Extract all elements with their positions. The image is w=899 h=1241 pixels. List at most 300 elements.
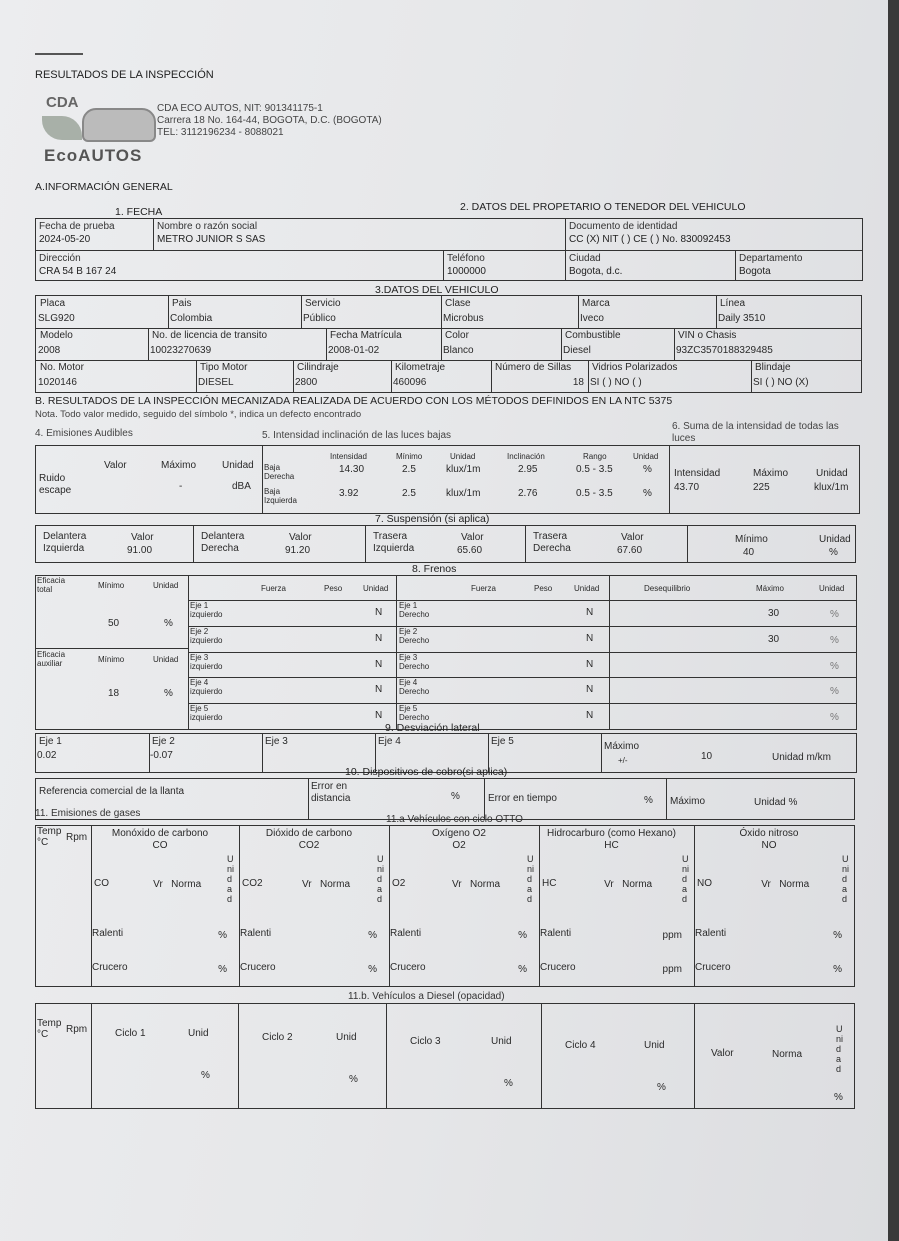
brakes-left-fuerza-header: Fuerza (261, 584, 286, 593)
suspension-item-label: Trasera Izquierda (373, 531, 415, 554)
brakes-total-minimo-header: Mínimo (98, 581, 125, 590)
company-name: CDA ECO AUTOS, NIT: 901341175-1 (157, 103, 323, 114)
vehicle-field-label: Cilindraje (297, 362, 339, 373)
deviation-axle-label: Eje 4 (378, 736, 401, 747)
general-info-table (35, 218, 863, 281)
noise-label: Ruido escape (39, 473, 72, 496)
brake-right-unit: N (586, 632, 594, 644)
suspension-item (529, 527, 684, 561)
vehicle-field-value: Daily 3510 (718, 313, 766, 324)
gas-norma-label: Norma (779, 879, 810, 890)
doc-title: RESULTADOS DE LA INSPECCIÓN (35, 69, 214, 81)
gas-code-header: O2 (452, 840, 466, 851)
gas-norma-label: Norma (320, 879, 351, 890)
noise-valor-header: Valor (104, 460, 127, 471)
gas-name: Oxígeno O2 (432, 828, 486, 839)
gas-ralenti-unit: % (833, 930, 842, 941)
meters-unidad-label: Unidad % (754, 797, 798, 808)
noise-maximo-header: Máximo (161, 460, 197, 471)
divider (601, 734, 602, 772)
suspension-valor-label: Valor (621, 532, 644, 543)
vehicle-field-label: Clase (445, 298, 471, 309)
vehicle-field-cell (36, 296, 168, 328)
brake-right-axle-label: Eje 4 Derecho (399, 678, 430, 697)
light-inclinacion-value: 2.95 (518, 464, 538, 475)
vehicle-field-cell (441, 296, 578, 328)
vehicle-field-value: Microbus (443, 313, 484, 324)
vehicle-field-value: 10023270639 (150, 345, 212, 356)
vehicle-field-cell (674, 328, 861, 360)
gas-crucero-unit: % (833, 964, 842, 975)
suspension-item-cell (526, 526, 688, 563)
brakes-left-peso-header: Peso (324, 584, 343, 593)
diesel-cycle-pct: % (201, 1070, 210, 1081)
deviation-pm: +/- (618, 756, 628, 765)
light-sum-unidad-label: Unidad (816, 468, 848, 479)
light-intensidad-value: 3.92 (339, 488, 359, 499)
diesel-table (35, 1003, 855, 1109)
divider (541, 1004, 542, 1108)
company-logo (42, 94, 160, 166)
meters-tiempo-label: Error en tiempo (488, 793, 557, 804)
divider (188, 600, 856, 601)
vehicle-field-value: 93ZC3570188329485 (676, 345, 773, 356)
suspension-item-label: Delantera Derecha (201, 531, 245, 554)
brakes-table (35, 575, 857, 730)
light-minimo-value: 2.5 (402, 488, 416, 499)
brake-left-unit: N (375, 607, 383, 618)
noise-unidad-header: Unidad (222, 460, 254, 471)
gas-crucero-label: Crucero (240, 962, 276, 973)
gas-ralenti-label: Ralenti (540, 928, 572, 939)
suspension-item (369, 527, 522, 561)
brake-left-axle-label: Eje 3 izquierdo (190, 652, 223, 671)
gas-vr-label: Vr (604, 879, 614, 890)
gas-code: CO2 (242, 878, 263, 889)
gas-ralenti-unit: % (518, 930, 527, 941)
gas-vr-label: Vr (302, 879, 312, 890)
vehicle-field-value: 2008-01-02 (328, 345, 380, 356)
vehicle-field-value: SLG920 (38, 313, 75, 324)
vehicle-field-label: Color (445, 330, 469, 341)
departamento-value: Bogota (739, 266, 771, 277)
brake-left-unit: N (375, 710, 383, 722)
gas-crucero-label: Crucero (695, 962, 731, 973)
brake-right-axle-label: Eje 2 Derecho (399, 626, 430, 645)
divider (188, 703, 856, 704)
brakes-total-unidad-header: Unidad (153, 581, 179, 590)
brake-left-axle-label: Eje 1 izquierdo (190, 601, 223, 619)
deviation-maximo-label: Máximo (604, 741, 640, 752)
brake-right-unit: N (586, 658, 594, 670)
lights-title: 5. Intensidad inclinación de las luces bajas (262, 430, 452, 441)
diesel-cycle-pct: % (349, 1074, 358, 1085)
brake-left-unit: N (375, 632, 383, 644)
vehicle-field-value: 18 (572, 377, 584, 388)
gas-ralenti-label: Ralenti (390, 928, 422, 939)
brakes-left-unidad-header: Unidad (363, 584, 389, 593)
company-phone: TEL: 3112196234 - 8088021 (157, 127, 284, 138)
deviation-axle-value: -0.07 (150, 750, 173, 761)
suspension-item-value: 65.60 (457, 545, 483, 556)
gas-crucero-unit: % (218, 964, 227, 975)
noise-title: 4. Emisiones Audibles (35, 428, 133, 439)
suspension-item-label: Trasera Derecha (533, 531, 571, 554)
divider (694, 1004, 695, 1108)
gas-code: HC (542, 878, 557, 889)
brakes-aux-unidad-header: Unidad (153, 655, 179, 664)
vehicle-field-value: SI ( ) NO ( ) (590, 377, 642, 388)
suspension-item-cell (366, 526, 526, 563)
vehicle-field-cell (441, 328, 561, 360)
suspension-item-value: 67.60 (617, 545, 643, 556)
vehicle-field-value: 2800 (295, 377, 318, 388)
suspension-item-label: Delantera Izquierda (43, 531, 87, 554)
car-icon (82, 108, 156, 142)
divider (262, 734, 263, 772)
brake-left-unit: N (375, 684, 383, 696)
gas-crucero-label: Crucero (92, 962, 128, 973)
vehicle-field-label: Tipo Motor (200, 362, 248, 373)
company-address: Carrera 18 No. 164-44, BOGOTA, D.C. (BOGOTA) (157, 115, 382, 126)
vehicle-field-label: Número de Sillas (495, 362, 572, 373)
suspension-minimo-value: 40 (743, 547, 755, 558)
gas-column (539, 826, 694, 986)
diesel-title: 11.b. Vehículos a Diesel (opacidad) (348, 991, 505, 1002)
gas-ralenti-unit: % (218, 930, 227, 941)
vehicle-field-label: Placa (40, 298, 66, 309)
divider (188, 652, 856, 653)
deviation-axle-value: 0.02 (37, 750, 57, 761)
vehicle-field-value: Público (303, 313, 336, 324)
deviation-maximo-value: 10 (701, 751, 713, 762)
ciudad-cell (566, 251, 736, 281)
divider (386, 1004, 387, 1108)
gas-norma-label: Norma (171, 879, 202, 890)
brakes-right-peso-header: Peso (534, 584, 553, 593)
brake-max-value: 30 (768, 633, 780, 645)
vehicle-field-label: Blindaje (755, 362, 791, 373)
gas-unidad-vertical: Unidad (682, 854, 690, 904)
diesel-rpm-label: Rpm (66, 1024, 88, 1035)
light-unidad-value: klux/1m (446, 464, 481, 475)
brake-left-axle-label: Eje 2 izquierdo (190, 626, 223, 645)
vehicle-field-value: Iveco (580, 313, 604, 324)
gas-unidad-vertical: Unidad (527, 854, 535, 904)
gas-norma-label: Norma (622, 879, 653, 890)
gas-crucero-label: Crucero (390, 962, 426, 973)
otto-title: 11.a Vehículos con ciclo OTTO (386, 814, 523, 825)
light-sum-unidad-value: klux/1m (814, 482, 849, 493)
noise-unit-value: dBA (232, 481, 251, 492)
diesel-cycle-pct: % (504, 1078, 513, 1089)
light-intensidad-value: 14.30 (339, 464, 365, 475)
light-sum-intensidad-label: Intensidad (674, 468, 721, 479)
diesel-valor-label: Valor (711, 1048, 734, 1059)
brake-left-axle-label: Eje 5 izquierdo (190, 704, 223, 723)
brake-right-unit: N (586, 710, 594, 722)
gas-unidad-vertical: Unidad (377, 854, 385, 904)
diesel-temp-label: Temp °C (37, 1018, 62, 1040)
light-unidad-value: klux/1m (446, 488, 481, 499)
section-b-title: B. RESULTADOS DE LA INSPECCIÓN MECANIZADA REALIZADA DE ACUERDO CON LOS MÉTODOS DEFINIDOS EN LA NTC 5375 (35, 395, 673, 407)
light-unidad2-value: % (643, 488, 652, 499)
gas-column (239, 826, 389, 986)
vehicle-field-cell (716, 296, 861, 328)
brake-unit: % (830, 686, 839, 698)
gas-crucero-label: Crucero (540, 962, 576, 973)
diesel-cycle-unid: Unid (336, 1032, 357, 1043)
gas-crucero-unit: ppm (662, 964, 682, 975)
gas-norma-label: Norma (470, 879, 501, 890)
gas-name: Óxido nitroso (739, 828, 799, 839)
gas-crucero-unit: % (368, 964, 377, 975)
vehicle-field-cell (36, 328, 148, 360)
documento-label: Documento de identidad (569, 221, 678, 232)
light-row-label: Baja Derecha (264, 463, 295, 481)
fecha-title: 1. FECHA (115, 206, 163, 218)
vehicle-field-cell (301, 296, 441, 328)
light-row-label: Baja Izquierda (264, 487, 297, 505)
vehicle-field-cell (391, 360, 491, 392)
noise-lights-table (35, 445, 860, 514)
vehicle-field-value: 1020146 (38, 377, 77, 388)
nombre-label: Nombre o razón social (157, 221, 258, 232)
diesel-cycle-unid: Unid (644, 1040, 665, 1051)
vehicle-field-label: No. de licencia de transito (152, 330, 268, 341)
vehicle-field-cell (293, 360, 391, 392)
owner-title: 2. DATOS DEL PROPETARIO O TENEDOR DEL VEHICULO (460, 201, 746, 213)
section-b-note: Nota. Todo valor medido, seguido del símbolo *, indica un defecto encontrado (35, 409, 362, 420)
meters-ref-label: Referencia comercial de la llanta (39, 786, 185, 797)
divider (188, 626, 856, 627)
brakes-total-unit: % (164, 618, 173, 629)
nombre-cell (154, 219, 566, 251)
diesel-unidad-pct: % (834, 1092, 843, 1103)
vehicle-field-cell (168, 296, 301, 328)
brakes-maximo-header: Máximo (756, 584, 785, 593)
brakes-aux-unit: % (164, 688, 173, 699)
vehicle-title: 3.DATOS DEL VEHICULO (375, 284, 499, 296)
divider (484, 779, 485, 819)
suspension-minimo-cell (688, 526, 856, 563)
divider (666, 779, 667, 819)
suspension-unidad-value: % (829, 547, 838, 558)
documento-value: CC (X) NIT ( ) CE ( ) No. 830092453 (569, 234, 731, 245)
vehicle-field-label: Fecha Matrícula (330, 330, 402, 341)
diesel-norma-label: Norma (772, 1049, 803, 1060)
divider (36, 648, 188, 649)
gas-code-header: CO (152, 840, 168, 851)
ciudad-label: Ciudad (569, 253, 601, 264)
gas-crucero-unit: % (518, 964, 527, 975)
fecha-cell (36, 219, 154, 251)
lights-header-inclinacion: Inclinación (507, 452, 545, 461)
gas-ralenti-label: Ralenti (695, 928, 727, 939)
lights-header-unidad2: Unidad (633, 452, 659, 461)
vehicle-field-cell (148, 328, 326, 360)
section-a-title: A.INFORMACIÓN GENERAL (35, 181, 173, 193)
meters-dist-label: Error en distancia (311, 781, 351, 804)
gas-ralenti-unit: % (368, 930, 377, 941)
suspension-item-value: 91.00 (127, 545, 153, 556)
gas-ralenti-label: Ralenti (92, 928, 124, 939)
suspension-item-value: 91.20 (285, 545, 311, 556)
vehicle-field-cell (578, 296, 716, 328)
gas-vr-label: Vr (153, 879, 163, 890)
lights-header-intensidad: Intensidad (330, 452, 367, 461)
gas-code: O2 (392, 878, 406, 889)
gas-ralenti-label: Ralenti (240, 928, 272, 939)
fecha-label: Fecha de prueba (39, 221, 115, 232)
suspension-title: 7. Suspensión (si aplica) (375, 513, 490, 525)
suspension-table (35, 525, 856, 563)
brake-right-axle-label: Eje 1 Derecho (399, 601, 430, 619)
suspension-item-cell (194, 526, 366, 563)
brakes-aux-minimo-header: Mínimo (98, 655, 125, 664)
gas-name: Dióxido de carbono (265, 828, 353, 839)
brake-right-unit: N (586, 607, 594, 618)
light-unidad2-value: % (643, 464, 652, 475)
diesel-cycle-label: Ciclo 2 (262, 1032, 293, 1043)
brakes-total-label: Eficacia total (37, 576, 66, 594)
light-sum-title: 6. Suma de la intensidad de todas las luces (672, 421, 839, 444)
vehicle-field-value: Colombia (170, 313, 213, 324)
otto-table (35, 825, 855, 987)
direccion-cell (36, 251, 444, 281)
lights-header-unidad: Unidad (450, 452, 476, 461)
suspension-valor-label: Valor (289, 532, 312, 543)
lights-header-rango: Rango (583, 452, 607, 461)
top-dash (35, 53, 83, 55)
vehicle-field-label: Modelo (40, 330, 73, 341)
brake-left-unit: N (375, 658, 383, 670)
diesel-cycle-unid: Unid (491, 1036, 512, 1047)
diesel-cycle-label: Ciclo 3 (410, 1036, 441, 1047)
suspension-valor-label: Valor (131, 532, 154, 543)
deviation-unidad: Unidad m/km (772, 752, 831, 763)
vehicle-field-cell (326, 328, 441, 360)
gas-code-header: NO (761, 840, 777, 851)
direccion-value: CRA 54 B 167 24 (39, 266, 117, 277)
vehicle-field-value: SI ( ) NO (X) (753, 377, 809, 388)
brake-right-axle-label: Eje 5 Derecho (399, 704, 430, 723)
meters-dist-unit: % (451, 791, 460, 802)
diesel-cycle-unid: Unid (188, 1028, 209, 1039)
gas-unidad-vertical: Unidad (842, 854, 850, 904)
light-inclinacion-value: 2.76 (518, 488, 538, 499)
vehicle-field-cell (561, 328, 674, 360)
light-sum-maximo-value: 225 (753, 482, 770, 493)
brakes-right-fuerza-header: Fuerza (471, 584, 496, 593)
suspension-valor-label: Valor (461, 532, 484, 543)
brake-right-unit: N (586, 684, 594, 696)
divider (669, 446, 670, 513)
direccion-label: Dirección (39, 253, 81, 264)
documento-cell (566, 219, 863, 251)
gas-column (91, 826, 239, 986)
gas-unidad-vertical: Unidad (227, 854, 235, 904)
gas-code: NO (697, 878, 712, 889)
ciudad-value: Bogota, d.c. (569, 266, 623, 277)
vehicle-field-value: 460096 (393, 377, 427, 388)
light-sum-maximo-label: Máximo (753, 468, 789, 479)
deviation-axle-label: Eje 3 (265, 736, 288, 747)
brake-right-axle-label: Eje 3 Derecho (399, 652, 430, 671)
vehicle-field-value: 2008 (38, 345, 61, 356)
lights-section (263, 446, 669, 513)
meters-tiempo-unit: % (644, 795, 653, 806)
gas-code-header: CO2 (298, 840, 320, 851)
light-sum-intensidad-value: 43.70 (674, 482, 700, 493)
vehicle-field-cell (751, 360, 861, 392)
vehicle-field-label: Combustible (565, 330, 621, 341)
departamento-label: Departamento (739, 253, 803, 264)
nombre-value: METRO JUNIOR S SAS (157, 234, 266, 245)
diesel-cycle-label: Ciclo 4 (565, 1040, 596, 1051)
gas-column (389, 826, 539, 986)
brake-unit: % (830, 712, 839, 724)
brake-max-value: 30 (768, 608, 780, 619)
otto-rpm-label: Rpm (66, 832, 88, 843)
brakes-unidad-header: Unidad (819, 584, 845, 593)
telefono-cell (444, 251, 566, 281)
brakes-title: 8. Frenos (412, 563, 457, 575)
leaf-icon (42, 116, 82, 140)
divider (308, 779, 309, 819)
suspension-unidad-label: Unidad (819, 534, 851, 545)
vehicle-field-label: Línea (720, 298, 746, 309)
brake-left-axle-label: Eje 4 izquierdo (190, 678, 223, 697)
brakes-right-unidad-header: Unidad (574, 584, 600, 593)
vehicle-field-value: DIESEL (198, 377, 234, 388)
light-minimo-value: 2.5 (402, 464, 416, 475)
vehicle-field-label: Servicio (305, 298, 341, 309)
logo-text-top: CDA (46, 94, 79, 111)
suspension-item (197, 527, 362, 561)
meters-title: 10. Dispositivos de cobro(si aplica) (345, 766, 508, 778)
brake-unit: % (830, 609, 839, 620)
logo-text-bottom: EcoAUTOS (44, 146, 143, 165)
vehicle-field-cell (196, 360, 293, 392)
departamento-cell (736, 251, 863, 281)
gas-vr-label: Vr (452, 879, 462, 890)
light-rango-value: 0.5 - 3.5 (576, 488, 613, 499)
vehicle-field-label: Pais (172, 298, 192, 309)
light-rango-value: 0.5 - 3.5 (576, 464, 613, 475)
vehicle-field-cell (36, 360, 196, 392)
gas-name: Monóxido de carbono (111, 828, 209, 839)
diesel-unidad-vertical: Unidad (836, 1024, 844, 1074)
brake-unit: % (830, 634, 839, 646)
deviation-axle-label: Eje 2 (152, 736, 175, 747)
lights-header-minimo: Mínimo (396, 452, 423, 461)
brake-unit: % (830, 660, 839, 672)
vehicle-table (35, 295, 862, 393)
suspension-item-cell (36, 526, 194, 563)
vehicle-field-label: Kilometraje (395, 362, 446, 373)
vehicle-field-value: Diesel (563, 345, 591, 356)
brakes-total-min-value: 50 (108, 618, 120, 629)
noise-max-value: - (179, 481, 183, 492)
gas-code-header: HC (604, 840, 619, 851)
gas-code: CO (94, 878, 109, 889)
vehicle-field-label: VIN o Chasis (678, 330, 737, 341)
divider (91, 1004, 92, 1108)
brakes-desequilibrio-header: Desequilibrio (644, 584, 691, 593)
deviation-axle-label: Eje 1 (39, 736, 62, 747)
diesel-cycle-label: Ciclo 1 (115, 1028, 146, 1039)
